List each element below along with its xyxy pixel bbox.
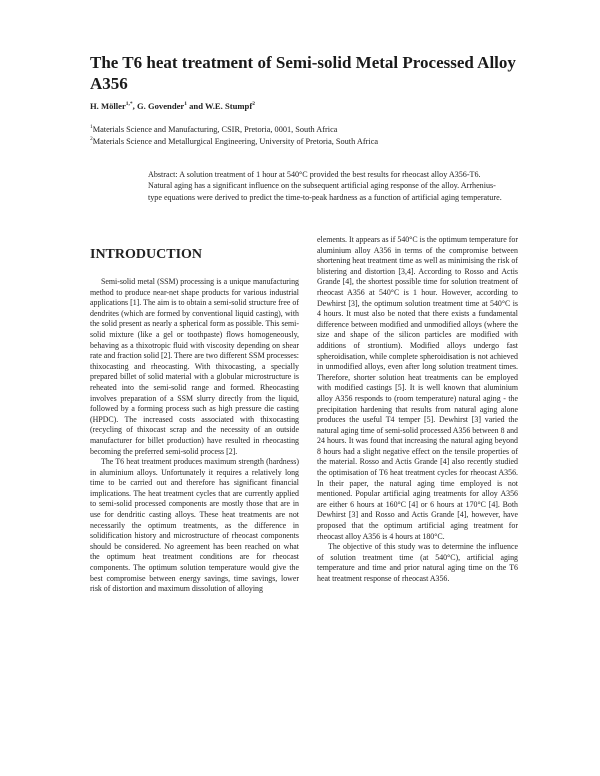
paper-title: The T6 heat treatment of Semi-solid Metal Processed Alloy A356	[90, 53, 516, 93]
affiliation-1	[90, 125, 520, 134]
affiliation-text: Materials Science and Manufacturing, CSIR, Pretoria, 0001, South Africa	[92, 125, 338, 134]
author-name: H. Möller	[90, 101, 126, 111]
affiliation-2	[90, 137, 520, 146]
paragraph: The T6 heat treatment produces maximum strength (hardness) in aluminium alloys. Unfortunately it requires a relatively long time to be carried out and therefore has significant financial implications. The heat treatment cycles that are currently applied to semi-solid processed components are mostly those that are in use for dendritic casting alloys. These heat treatments are not necessarily the optimum treatments, as the difference in solidification history and microstructure of rheocast components should be considered. No agreement has been reached on what the optimum heat treatment conditions are for rheocast components. The optimum solution temperature would give the best compromise between energy savings, time savings, lower risk of distortion and maximum dissolution of alloying	[90, 457, 299, 594]
abstract: Abstract: A solution treatment of 1 hour at 540°C provided the best results for rheocast alloy A356-T6. Natural aging has a significant influence on the subsequent artificial aging response of the alloy. Arrhenius-type equations were derived to predict the time-to-peak hardness as a function of artificial aging temperature.	[148, 170, 502, 202]
paragraph: Semi-solid metal (SSM) processing is a unique manufacturing method to produce near-net shape products for various industrial applications [1]. The aim is to obtain a semi-solid structure free of dendrites (which are formed by conventional liquid casting), with the solid present as nearly a spherical form as possible. This semi-solid mixture (like a gel or toothpaste) flows homogeneously, behaving as a thixotropic fluid with viscosity depending on shear rate and fraction solid [2]. There are two different SSM processes: thixocasting and rheocasting. With thixocasting, a specially prepared billet of solid material with a globular microstructure is reheated into the semi-solid range and formed. Rheocasting involves preparation of a SSM slurry directly from the liquid, followed by a forming process such as high pressure die casting (HPDC). The increased costs associated with thixocasting (recycling of thixocast scrap and the necessity of an outside manufacturer for billet production) have resulted in rheocasting becoming the preferred semi-solid process [2].	[90, 277, 299, 456]
author-name: W.E. Stumpf	[204, 101, 253, 111]
corresponding-author-mark: *	[129, 101, 133, 108]
author-separator: ,	[132, 101, 137, 111]
author-separator: and	[186, 101, 205, 111]
author-name: G. Govender	[136, 101, 185, 111]
affiliation-mark: 1	[90, 124, 93, 131]
section-heading-introduction: INTRODUCTION	[90, 247, 203, 262]
author-list	[90, 101, 520, 111]
author-affiliation-mark: 2	[252, 101, 255, 108]
author-affiliation-mark: 1	[184, 101, 187, 108]
affiliation-text: Materials Science and Metallurgical Engineering, University of Pretoria, South Africa	[92, 137, 379, 146]
affiliation-mark: 2	[90, 136, 93, 143]
right-column	[317, 235, 518, 585]
left-column	[90, 277, 299, 595]
author-affiliation-mark: 1,	[125, 101, 130, 108]
paragraph: elements. It appears as if 540°C is the optimum temperature for aluminium alloy A356 in terms of the compromise between shortening heat treatment time as well as minimising the risk of blistering and distortion [3,4]. According to Rosso and Actis Grande [4], the shortest possible time for solution treatment of rheocast A356 at 540°C is 1 hour. However, according to Dewhirst [3], the optimum solution treatment time at 540°C is 4 hours. It must also be noted that there exists a fundamental difference between modified and unmodified alloys (where the size and shape of the silicon particles are modified with additions of strontium). Modified alloys undergo fast spheroidisation, while complete spheroidisation is not achieved in unmodified alloys, even after long solution treatment times. Therefore, shorter solution heat treatments can be employed with modified castings [5]. It is well known that aluminium alloy A356 responds to (room temperature) natural aging - the precipitation hardening that results from natural aging alone produces the useful T4 temper [5]. Dewhirst [3] varied the natural aging time of semi-solid processed A356 between 8 and 24 hours. It was found that increasing the natural aging beyond 8 hours had a slight negative effect on the tensile properties of the material. Rosso and Actis Grande [4] also recently studied the optimisation of T6 heat treatment cycles for rheocast A356. In their paper, the natural aging time employed is not mentioned. Popular artificial aging treatments for alloy A356 are either 6 hours at 160°C [4] or 6 hours at 170°C [4]. Both Dewhirst [3] and Rosso and Actis Grande [4], however, have proposed that the optimum artificial aging treatment for rheocast alloy A356 is 4 hours at 180°C.	[317, 235, 518, 541]
paragraph: The objective of this study was to determine the influence of solution treatment time (at 540°C), artificial aging temperature and time and prior natural aging time on the T6 heat treatment response of rheocast A356.	[317, 542, 518, 583]
